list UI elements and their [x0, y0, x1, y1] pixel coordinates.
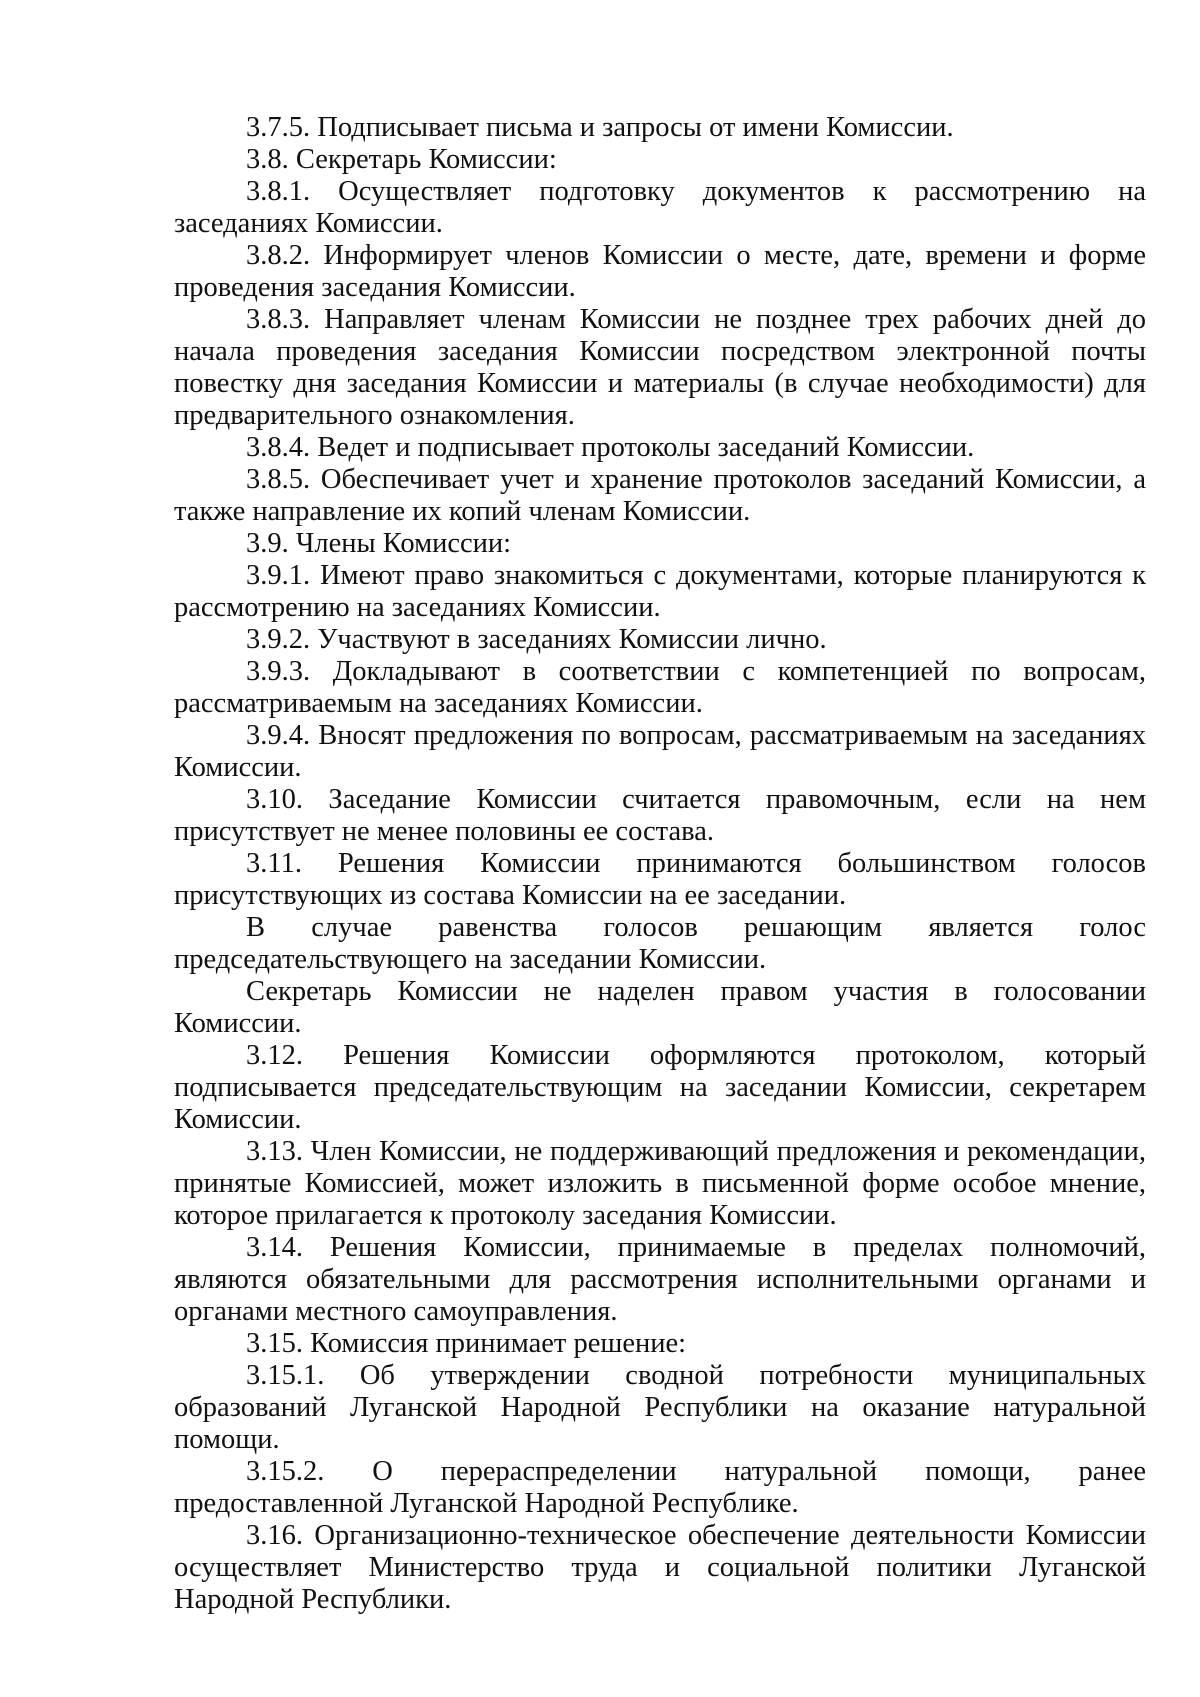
paragraph-secretary-vote: Секретарь Комиссии не наделен правом участия в голосовании Комиссии. [174, 976, 1146, 1039]
paragraph-3-9-1: 3.9.1. Имеют право знакомиться с документами, которые планируются к рассмотрению на заседаниях Комиссии. [174, 560, 1146, 623]
paragraph-3-8: 3.8. Секретарь Комиссии: [246, 144, 557, 175]
paragraph-3-9-4: 3.9.4. Вносят предложения по вопросам, рассматриваемым на заседаниях Комиссии. [174, 720, 1146, 783]
paragraph-3-15-1: 3.15.1. Об утверждении сводной потребности муниципальных образований Луганской Народной Республики на оказание натуральной помощи. [174, 1360, 1146, 1455]
paragraph-3-8-2: 3.8.2. Информирует членов Комиссии о месте, дате, времени и форме проведения заседания Комиссии. [174, 240, 1146, 303]
paragraph-3-10: 3.10. Заседание Комиссии считается правомочным, если на нем присутствует не менее половины ее состава. [174, 784, 1146, 847]
paragraph-3-16: 3.16. Организационно-техническое обеспечение деятельности Комиссии осуществляет Министерство труда и социальной политики Луганской Народной Республики. [174, 1520, 1146, 1615]
paragraph-3-9-2: 3.9.2. Участвуют в заседаниях Комиссии лично. [246, 624, 827, 655]
paragraph-3-11: 3.11. Решения Комиссии принимаются большинством голосов присутствующих из состава Комиссии на ее заседании. [174, 848, 1146, 911]
paragraph-3-8-4: 3.8.4. Ведет и подписывает протоколы заседаний Комиссии. [246, 432, 975, 463]
paragraph-3-9-3: 3.9.3. Докладывают в соответствии с компетенцией по вопросам, рассматриваемым на заседаниях Комиссии. [174, 656, 1146, 719]
paragraph-3-8-1: 3.8.1. Осуществляет подготовку документов к рассмотрению на заседаниях Комиссии. [174, 176, 1146, 239]
paragraph-3-14: 3.14. Решения Комиссии, принимаемые в пределах полномочий, являются обязательными для рассмотрения исполнительными органами и органами местного самоуправления. [174, 1232, 1146, 1327]
paragraph-3-13: 3.13. Член Комиссии, не поддерживающий предложения и рекомендации, принятые Комиссией, может изложить в письменной форме особое мнение, которое прилагается к протоколу заседания Комиссии. [174, 1136, 1146, 1231]
paragraph-3-15: 3.15. Комиссия принимает решение: [246, 1328, 687, 1359]
paragraph-3-15-2: 3.15.2. О перераспределении натуральной помощи, ранее предоставленной Луганской Народной Республике. [174, 1456, 1146, 1519]
document-body [174, 112, 1146, 1616]
paragraph-3-9: 3.9. Члены Комиссии: [246, 528, 512, 559]
paragraph-3-7-5: 3.7.5. Подписывает письма и запросы от имени Комиссии. [246, 112, 954, 143]
paragraph-3-8-3: 3.8.3. Направляет членам Комиссии не позднее трех рабочих дней до начала проведения заседания Комиссии посредством электронной почты повестку дня заседания Комиссии и материалы (в случае необходимости) для предварительного ознакомления. [174, 304, 1146, 431]
paragraph-3-12: 3.12. Решения Комиссии оформляются протоколом, который подписывается председательствующим на заседании Комиссии, секретарем Комиссии. [174, 1040, 1146, 1135]
paragraph-tie-vote: В случае равенства голосов решающим является голос председательствующего на заседании Комиссии. [174, 912, 1146, 975]
paragraph-3-8-5: 3.8.5. Обеспечивает учет и хранение протоколов заседаний Комиссии, а также направление их копий членам Комиссии. [174, 464, 1146, 527]
